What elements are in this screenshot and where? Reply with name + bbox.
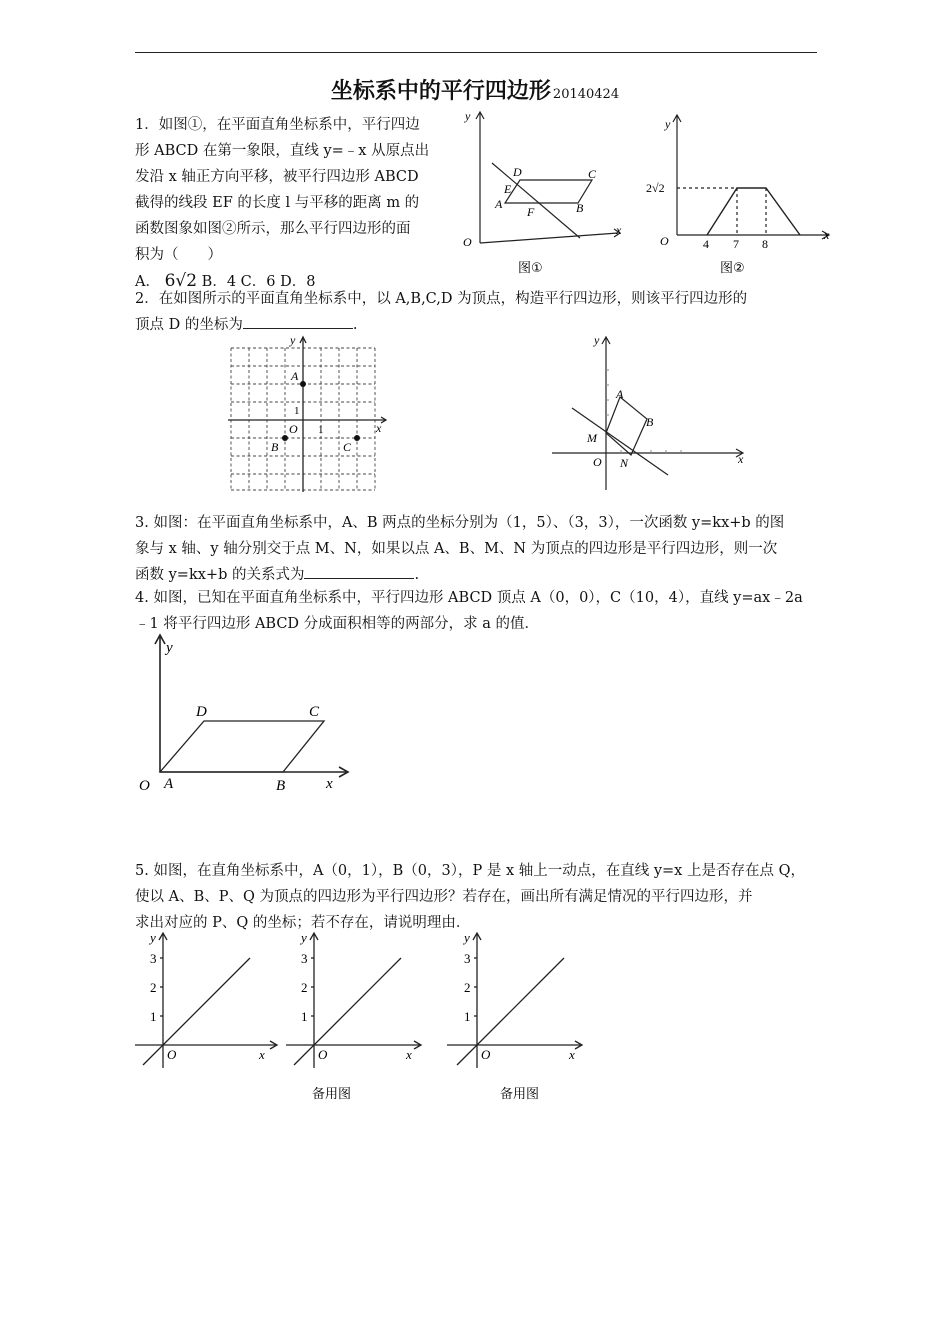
fig1-label-f: F xyxy=(527,205,535,219)
fig2-tick-8: 8 xyxy=(762,237,768,251)
fig2-label-o: O xyxy=(660,234,669,248)
q4-label-c: C xyxy=(309,704,320,720)
q5-text xyxy=(135,858,825,936)
q1-line: 1．如图①，在平面直角坐标系中，平行四边 xyxy=(135,117,420,133)
q5-figure-3 xyxy=(445,928,595,1108)
fig1-label-a: A xyxy=(495,197,503,211)
q5f3-caption: 备用图 xyxy=(500,1087,540,1102)
q5f3-label-x: x xyxy=(569,1047,575,1062)
question-3 xyxy=(135,510,825,588)
q3-line-1: 3. 如图：在平面直角坐标系中，A、B 两点的坐标分别为（1，5）、（3，3），一次函数 y=kx+b 的图 xyxy=(135,515,785,531)
q4-label-a: A xyxy=(164,776,174,792)
fig2-tick-y: 2√2 xyxy=(646,181,665,195)
fig2-caption: 图② xyxy=(720,261,745,276)
fig1-label-d: D xyxy=(513,165,522,179)
fig2-tick-4: 4 xyxy=(703,237,709,251)
q5f2-label-o: O xyxy=(318,1047,328,1062)
q5f2-tick-2: 2 xyxy=(301,980,308,995)
fig2-label-y: y xyxy=(665,117,671,131)
q4-label-o: O xyxy=(139,778,150,794)
q3-line-2: 象与 x 轴、y 轴分别交于点 M、N，如果以点 A、B、M、N 为顶点的四边形是平行四边形，则一次 xyxy=(135,541,778,557)
q2-line-2: 顶点 D 的坐标为 xyxy=(135,317,243,333)
q1-opt-a-label: A． xyxy=(135,274,160,290)
fig1-label-y: y xyxy=(465,109,471,123)
q3-line-3: 函数 y=kx+b 的关系式为 xyxy=(135,567,305,583)
fig2-tick-7: 7 xyxy=(733,237,739,251)
q4-line-1: 4. 如图，已知在平面直角坐标系中，平行四边形 ABCD 顶点 A（0，0），C（10，4），直线 y=ax﹣2a xyxy=(135,590,803,606)
q4-line-2: ﹣1 将平行四边形 ABCD 分成面积相等的两部分，求 a 的值． xyxy=(135,616,540,632)
q4-label-b: B xyxy=(276,778,286,794)
q1-line: 发沿 x 轴正方向平移，被平行四边形 ABCD xyxy=(135,169,419,185)
mn-label-y: y xyxy=(594,333,600,347)
q1-figure-1 xyxy=(460,108,630,278)
grid-label-y: y xyxy=(290,333,296,347)
q2-line-2-end: . xyxy=(352,317,358,333)
q5f1-tick-3: 3 xyxy=(150,951,157,966)
q1-opt-a-value: 6√2 xyxy=(164,271,198,291)
q5-figure-2 xyxy=(284,928,434,1108)
mn-label-a: A xyxy=(616,387,624,401)
page-title xyxy=(0,74,950,105)
q5f3-label-o: O xyxy=(481,1047,491,1062)
q5f2-label-y: y xyxy=(301,930,307,945)
q4-label-d: D xyxy=(196,704,207,720)
q5f1-tick-1: 1 xyxy=(150,1009,157,1024)
grid-tick-x1: 1 xyxy=(318,424,324,436)
q3-answer-blank xyxy=(304,563,414,579)
fig1-label-b: B xyxy=(576,201,584,215)
mn-label-b: B xyxy=(646,415,654,429)
q2-grid-figure xyxy=(228,334,398,494)
grid-label-a: A xyxy=(291,369,299,383)
grid-label-b: B xyxy=(271,440,279,454)
q5f2-tick-1: 1 xyxy=(301,1009,308,1024)
q5f1-tick-2: 2 xyxy=(150,980,157,995)
q3-line-3-end: . xyxy=(414,567,420,583)
grid-label-x: x xyxy=(376,421,382,435)
q5f2-tick-3: 3 xyxy=(301,951,308,966)
q1-opt-rest: B．4 C．6 D．8 xyxy=(201,274,316,290)
title-date: 20140424 xyxy=(552,87,620,102)
q5f1-label-y: y xyxy=(150,930,156,945)
q5f3-label-y: y xyxy=(464,930,470,945)
q5-figure-1 xyxy=(133,928,283,1108)
q1-line: 函数图象如图②所示，那么平行四边形的面 xyxy=(135,221,411,237)
q5f1-label-x: x xyxy=(259,1047,265,1062)
fig1-label-c: C xyxy=(588,167,597,181)
grid-label-c: C xyxy=(343,440,352,454)
q1-line: 积为（ ） xyxy=(135,247,222,263)
fig1-label-e: E xyxy=(504,182,512,196)
fig1-caption: 图① xyxy=(518,261,543,276)
header-rule xyxy=(135,52,817,53)
q4-label-y: y xyxy=(166,640,173,656)
fig1-label-o: O xyxy=(463,235,472,249)
q5f3-tick-3: 3 xyxy=(464,951,471,966)
mn-label-o: O xyxy=(593,455,602,469)
q1-figure-2 xyxy=(640,108,840,278)
q5f1-label-o: O xyxy=(167,1047,177,1062)
q4-figure xyxy=(132,632,362,797)
grid-tick-y1: 1 xyxy=(294,405,300,417)
q1-line: 形 ABCD 在第一象限，直线 y=﹣x 从原点出 xyxy=(135,143,430,159)
q4-text xyxy=(135,585,825,637)
q4-label-x: x xyxy=(326,776,333,792)
q1-text xyxy=(135,112,465,295)
q2-line-1: 2．在如图所示的平面直角坐标系中，以 A,B,C,D 为顶点，构造平行四边形，则该平行四边形的 xyxy=(135,291,748,307)
grid-label-o: O xyxy=(289,422,298,436)
q5f2-caption: 备用图 xyxy=(312,1087,352,1102)
q2-answer-blank xyxy=(243,313,353,329)
mn-label-n: N xyxy=(620,456,629,470)
fig1-label-x: x xyxy=(616,223,622,237)
mn-label-x: x xyxy=(738,452,744,466)
q2-mn-figure xyxy=(550,330,760,495)
q5-line-1: 5. 如图，在直角坐标系中，A（0，1），B（0，3），P 是 x 轴上一动点，在直线 y=x 上是否存在点 Q， xyxy=(135,863,805,879)
q5-line-3: 求出对应的 P、Q 的坐标；若不存在，请说明理由． xyxy=(135,915,471,931)
q5f2-label-x: x xyxy=(406,1047,412,1062)
q5f3-tick-2: 2 xyxy=(464,980,471,995)
q5f3-tick-1: 1 xyxy=(464,1009,471,1024)
mn-label-m: M xyxy=(587,431,597,445)
q5-line-2: 使以 A、B、P、Q 为顶点的四边形为平行四边形？若存在，画出所有满足情况的平行四边形，并 xyxy=(135,889,753,905)
fig2-label-x: x xyxy=(824,228,830,242)
title-text: 坐标系中的平行四边形 xyxy=(330,79,551,104)
q1-line: 截得的线段 EF 的长度 l 与平移的距离 m 的 xyxy=(135,195,420,211)
